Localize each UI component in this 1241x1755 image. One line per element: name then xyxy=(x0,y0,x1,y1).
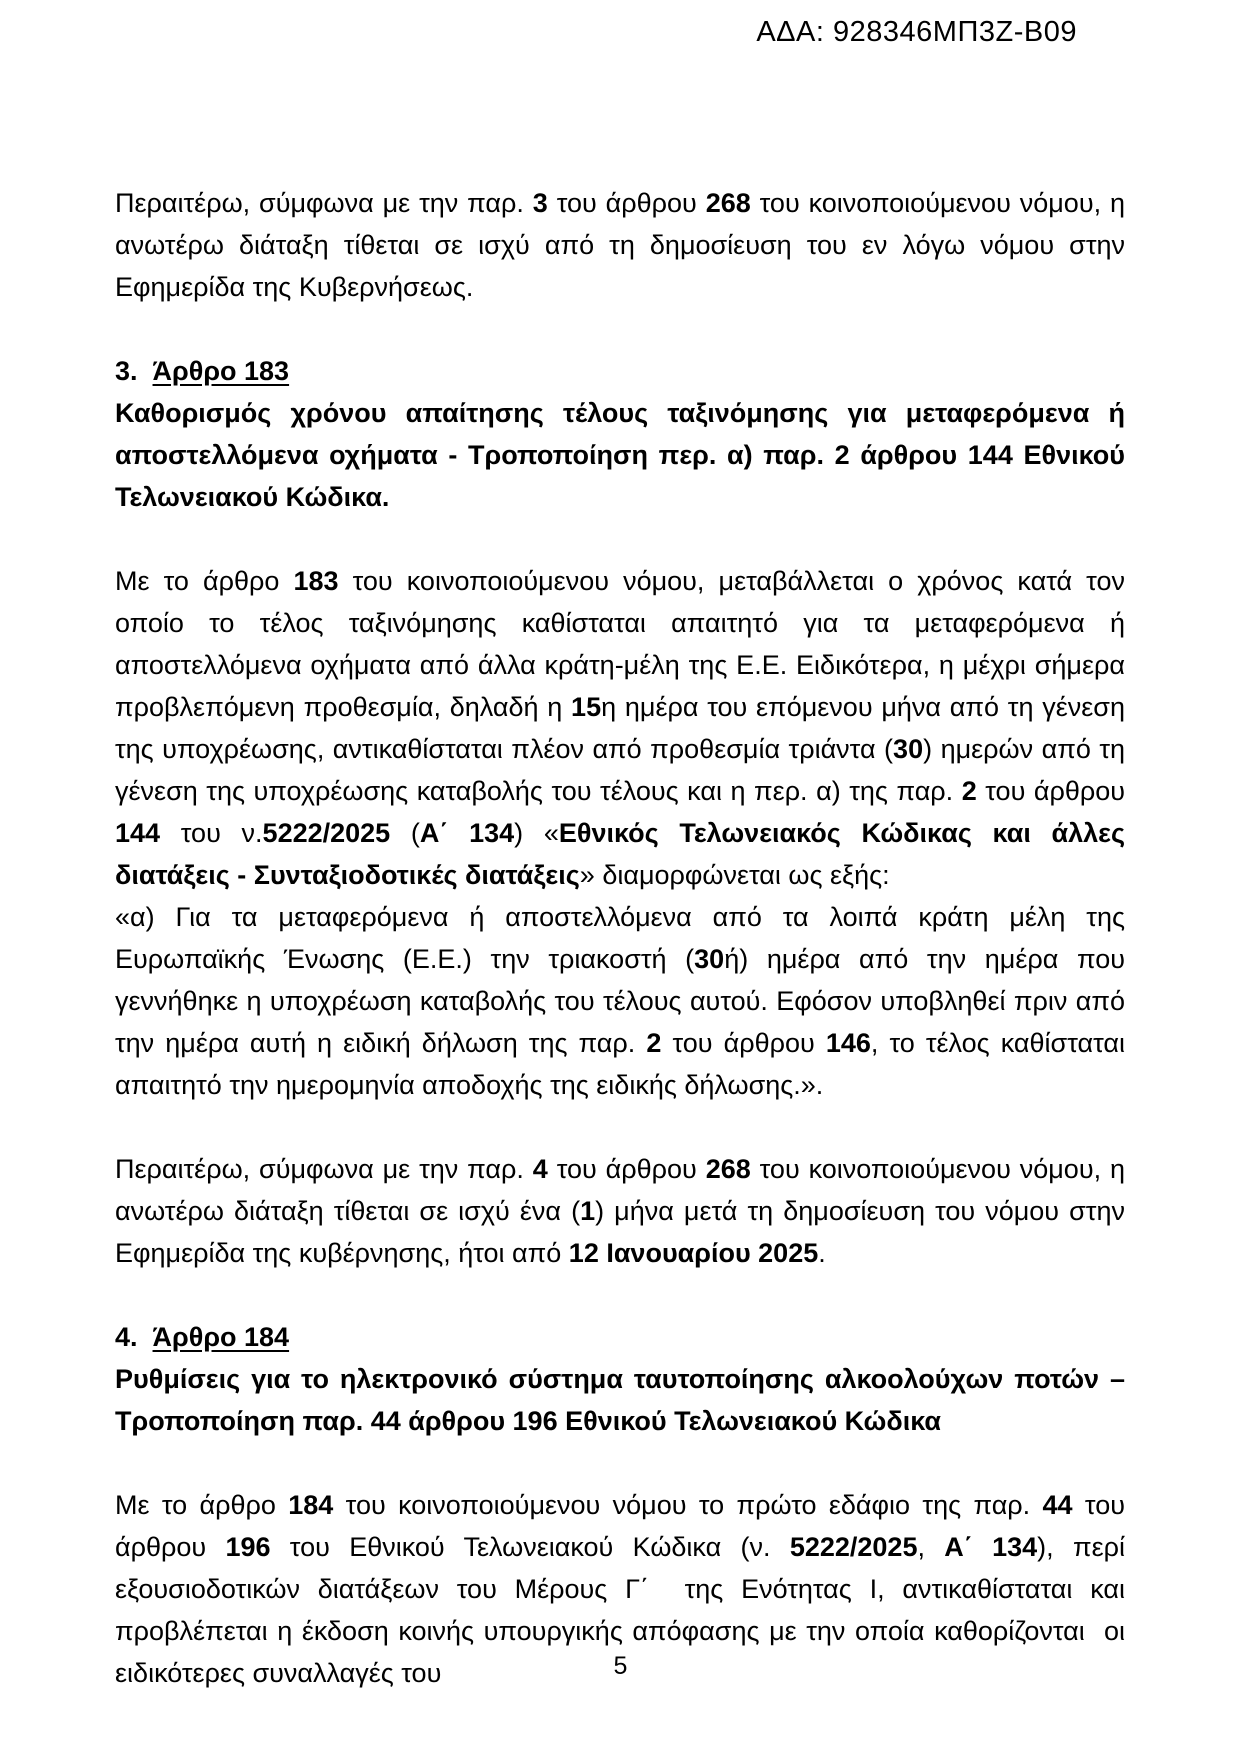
text-run: 183 xyxy=(293,566,339,596)
text-run: του ν. xyxy=(160,818,263,848)
paragraph-quoted-provision xyxy=(115,896,1125,1106)
text-run: 30 xyxy=(893,734,924,764)
text-run: Άρθρο 183 xyxy=(152,356,290,386)
text-run: 4 xyxy=(532,1154,548,1184)
text-run: του άρθρου xyxy=(547,188,706,218)
text-run: 144 xyxy=(115,818,161,848)
article-heading-184 xyxy=(115,1316,1125,1358)
text-run: ) ημερών από τη γένεση της υποχρέωσης καταβολής του τέλους και η περ. α) της παρ. xyxy=(115,734,1126,806)
text-run: , xyxy=(917,1532,945,1562)
text-run: του άρθρου xyxy=(661,1028,826,1058)
text-run: Με το άρθρο xyxy=(115,566,294,596)
text-run: ), περί εξουσιοδοτικών διατάξεων του Μέρους Γ΄ της Ενότητας Ι, αντικαθίσταται και προβλέπεται η έκδοση κοινής υπουργικής απόφασης με την οποία καθορίζονται οι ειδικότερες συναλλαγές του xyxy=(115,1532,1125,1688)
text-run: Περαιτέρω, σύμφωνα με την παρ. xyxy=(115,188,533,218)
text-run: Περαιτέρω, σύμφωνα με την παρ. xyxy=(115,1154,533,1184)
text-run: Καθορισμός χρόνου απαίτησης τέλους ταξινόμησης για μεταφερόμενα ή αποστελλόμενα οχήματα - Τροποποίηση περ. α) παρ. 2 άρθρου 144 Εθνικού Τελωνειακού Κώδικα. xyxy=(115,398,1125,512)
text-run: Εθνικός Τελωνειακός Κώδικας και άλλες διατάξεις - Συνταξιοδοτικές διατάξεις xyxy=(115,818,1126,890)
document-body xyxy=(115,0,1125,1736)
text-run: του κοινοποιούμενου νόμου, η ανωτέρω διάταξη τίθεται σε ισχύ ένα ( xyxy=(115,1154,1125,1226)
text-run: , το τέλος καθίσταται απαιτητό την ημερομηνία αποδοχής της ειδικής δήλωσης.». xyxy=(115,1028,1125,1100)
text-run: 146 xyxy=(825,1028,871,1058)
paragraph-effective-date-art-184 xyxy=(115,1148,1125,1274)
paragraph-effective-date-art-183 xyxy=(115,182,1125,308)
ada-reference: ΑΔΑ: 928346ΜΠ3Ζ-Β09 xyxy=(756,16,1077,48)
text-run: ή) ημέρα από την ημέρα που γεννήθηκε η υποχρέωση καταβολής του τέλους αυτού. Εφόσον υποβληθεί πριν από την ημέρα αυτή η ειδική δήλωση της παρ. xyxy=(115,944,1125,1058)
text-run: Α΄ 134 xyxy=(944,1532,1038,1562)
text-run: . xyxy=(818,1238,826,1268)
text-run: 12 Ιανουαρίου 2025 xyxy=(568,1238,819,1268)
text-run: του κοινοποιούμενου νόμου, η ανωτέρω διάταξη τίθεται σε ισχύ από τη δημοσίευση του εν λόγω νόμου στην Εφημερίδα της Κυβερνήσεως. xyxy=(115,188,1125,302)
text-run: 4. xyxy=(115,1322,153,1352)
article-heading-183 xyxy=(115,350,1125,392)
text-run: 1 xyxy=(580,1196,596,1226)
text-run: του κοινοποιούμενου νόμου, μεταβάλλεται ο χρόνος κατά τον οποίο το τέλος ταξινόμησης καθίσταται απαιτητό για τα μεταφερόμενα ή αποστελλόμενα οχήματα από άλλα κράτη-μέλη της Ε.Ε. Ειδικότερα, η μέχρι σήμερα προβλεπόμενη προθεσμία, δηλαδή η xyxy=(115,566,1125,722)
text-run: Ρυθμίσεις για το ηλεκτρονικό σύστημα ταυτοποίησης αλκοολούχων ποτών – Τροποποίηση παρ. 44 άρθρου 196 Εθνικού Τελωνειακού Κώδικα xyxy=(115,1364,1125,1436)
text-run: 196 xyxy=(225,1532,271,1562)
text-run: 3 xyxy=(532,188,548,218)
text-run: Άρθρο 184 xyxy=(152,1322,290,1352)
text-run: 268 xyxy=(705,1154,751,1184)
text-run: 5222/2025 xyxy=(262,818,391,848)
paragraph-article-183-analysis xyxy=(115,560,1125,896)
text-run: 3. xyxy=(115,356,153,386)
text-run: 30 xyxy=(694,944,725,974)
text-run: «α) Για τα μεταφερόμενα ή αποστελλόμενα από τα λοιπά κράτη μέλη της Ευρωπαϊκής Ένωσης (Ε.Ε.) την τριακοστή ( xyxy=(115,902,1125,974)
text-run: του κοινοποιούμενου νόμου το πρώτο εδάφιο της παρ. xyxy=(333,1490,1043,1520)
text-run: του άρθρου xyxy=(115,1490,1125,1562)
text-run: » διαμορφώνεται ως εξής: xyxy=(579,860,890,890)
text-run: 2 xyxy=(961,776,977,806)
article-subtitle-184 xyxy=(115,1358,1125,1442)
text-run: του Εθνικού Τελωνειακού Κώδικα (ν. xyxy=(270,1532,790,1562)
article-subtitle-183 xyxy=(115,392,1125,518)
text-run: Α΄ 134 xyxy=(419,818,515,848)
text-run: 184 xyxy=(288,1490,334,1520)
text-run: ) « xyxy=(514,818,559,848)
text-run: η ημέρα του επόμενου μήνα από τη γένεση της υποχρέωσης, αντικαθίσταται πλέον από προθεσμία τριάντα ( xyxy=(115,692,1125,764)
text-run: 5222/2025 xyxy=(789,1532,918,1562)
text-run: του άρθρου xyxy=(547,1154,706,1184)
text-run: 268 xyxy=(705,188,751,218)
text-run: ( xyxy=(390,818,420,848)
text-run: 44 xyxy=(1042,1490,1073,1520)
page-number: 5 xyxy=(613,1652,628,1680)
text-run: ) μήνα μετά τη δημοσίευση του νόμου στην Εφημερίδα της κυβέρνησης, ήτοι από xyxy=(115,1196,1125,1268)
text-run: 2 xyxy=(646,1028,662,1058)
text-run: Με το άρθρο xyxy=(115,1490,289,1520)
text-run: του άρθρου xyxy=(976,776,1125,806)
text-run: 15 xyxy=(571,692,602,722)
